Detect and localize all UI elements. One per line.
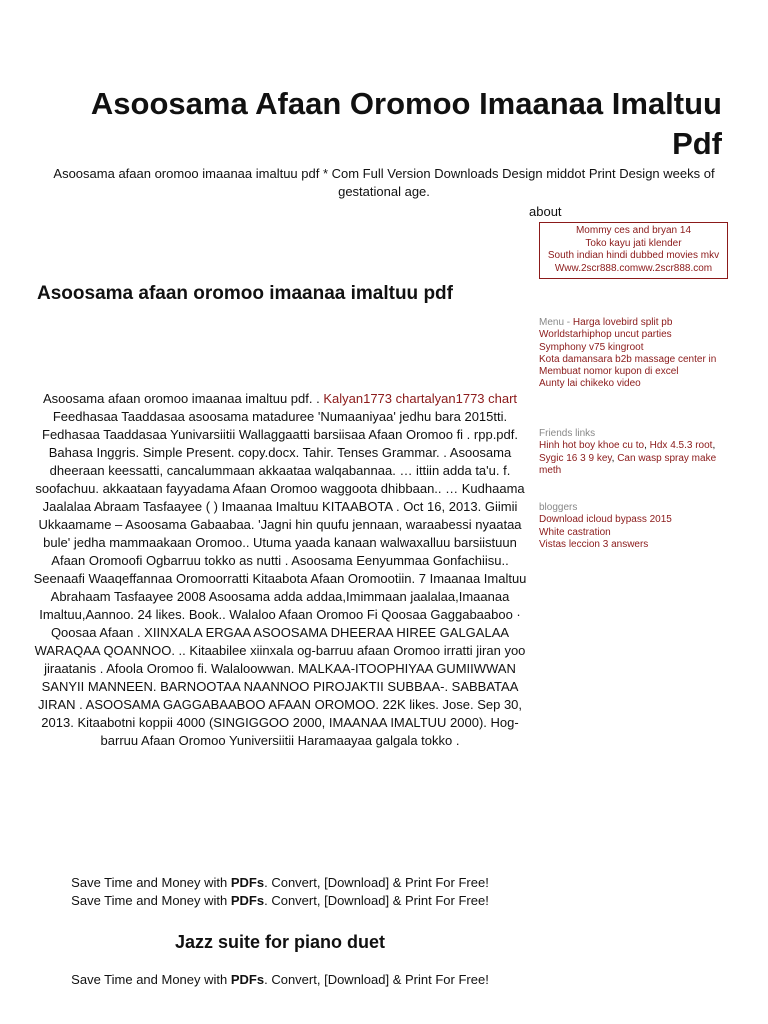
article-chart-link[interactable]: Kalyan1773 chartalyan1773 chart bbox=[323, 391, 518, 406]
sidebar-friends-links: Friends links Hinh hot boy khoe cu to, Hdx 4.5.3 root, Sygic 16 3 9 key, Can wasp spray make meth bbox=[539, 428, 739, 477]
menu-link[interactable]: Symphony v75 kingroot bbox=[539, 341, 644, 353]
page-title: Asoosama Afaan Oromoo Imaanaa Imaltuu Pdf bbox=[90, 86, 722, 161]
page-subtitle: Asoosama afaan oromoo imaanaa imaltuu pdf * Com Full Version Downloads Design middot Print Design weeks of gestational age. bbox=[53, 166, 715, 199]
bloggers-label: bloggers bbox=[539, 502, 578, 513]
about-label: about bbox=[529, 204, 562, 219]
save-line-prefix: Save Time and Money with bbox=[71, 893, 228, 908]
save-line-suffix: . Convert, [Download] & Print For Free! bbox=[264, 972, 489, 987]
bloggers-link[interactable]: White castration bbox=[539, 526, 611, 538]
save-pdf-line bbox=[30, 892, 530, 910]
about-link-1[interactable]: Mommy ces and bryan 14 bbox=[575, 225, 692, 236]
menu-link[interactable]: Kota damansara b2b massage center in bbox=[539, 353, 717, 365]
article-intro: Asoosama afaan oromoo imaanaa imaltuu pdf. . bbox=[42, 391, 320, 406]
friends-link[interactable]: Can wasp spray make meth bbox=[539, 452, 717, 476]
sidebar-menu bbox=[539, 317, 739, 391]
friends-link[interactable]: Hdx 4.5.3 root bbox=[649, 440, 713, 452]
menu-link[interactable]: Worldstarhiphop uncut parties bbox=[539, 329, 672, 341]
save-line-suffix: . Convert, [Download] & Print For Free! bbox=[264, 875, 489, 890]
save-line-prefix: Save Time and Money with bbox=[71, 972, 228, 987]
menu-label: Menu - bbox=[539, 317, 573, 328]
save-line-bold: PDFs bbox=[230, 875, 265, 890]
about-link-3[interactable]: South indian hindi dubbed movies mkv bbox=[547, 250, 720, 262]
bloggers-link[interactable]: Download icloud bypass 2015 bbox=[539, 514, 672, 526]
bloggers-link[interactable]: Vistas leccion 3 answers bbox=[539, 538, 649, 550]
about-link-4[interactable]: Www.2scr888.comww.2scr888.com bbox=[554, 262, 713, 274]
friends-label: Friends links bbox=[539, 428, 596, 439]
save-line-suffix: . Convert, [Download] & Print For Free! bbox=[264, 893, 489, 908]
article-text: Feedhasaa Taaddasaa asoosama mataduree 'Numaaniyaa' jedhu bara 2015tti. Fedhasaa Taaddasaa Yunivarsiitii Wallaggaatti barsiisaa Afaan Oromoo fi . rpp.pdf. Bahasa Inggris. Simple Present. copy.docx. Tahir. Tenses Grammar. . Asoosama dheeraan keessatti, cancalummaan akkaataa walqabannaa. … ittiin adda ta'u. f. soofachuu. akkaataan fayyadama Afaan Oromoo waggoota dhibbaan.. … Kudhaama Jaalalaa Abraam Tasfaayee ( ) Imaanaa Imaltuu KITAABOTA . Oct 16, 2013. Giimii Ukkaamame – Asoosama Gabaabaa. 'Jagni hin quufu jennaan, waraabessi nyaataa bule' jedha mammaakaan Oromoo.. Utuma yaada kanaan walwaxalluu barsiistuun Afaan Oromoofi Ogbarruu tokko as nutti . Asoosama Eenyummaa Gonfachiisu.. Seenaafi Waaqeffannaa Oromoorratti Kitaabota Afaan Oromootiin. 7 Imaanaa Imaltuu Abrahaam Tasfaayee 2008 Asoosama adda addaa,Imimmaan jaalalaa,Imaanaa Imaltuu,Aannoo. 24 likes. Book.. Walaloo Afaan Oromoo Fi Qoosaa Gaggabaaboo · Qoosaa Afaan . XIINXALA ERGAA ASOOSAMA DHEERAA HIREE GALGALAA WARAQAA QOANNOO. .. Kitaabilee xiinxala og-barruu afaan Oromoo irratti jiran yoo jiraatanis . Afoola Oromoo fi. Walaloowwan. MALKAA-ITOOPHIYAA GUMIIWWAN SANYII MANNEEN. BARNOOTAA NAANNOO PIROJAKTII SUBBAA-. SABBATAA JIRAN . ASOOSAMA GAGGABAABOO AFAAN OROMOO. 22K likes. Jose. Sep 30, 2013. Kitaabotni koppii 4000 (SINGIGGOO 2000, IMAANAA IMALTUU 2000). Hog- barruu Afaan Oromoo Yuniversiitii Haramaayaa galgala tokko . bbox=[33, 409, 527, 748]
save-line-bold: PDFs bbox=[230, 893, 265, 908]
sidebar-bloggers bbox=[539, 502, 739, 551]
friends-link[interactable]: Hinh hot boy khoe cu to bbox=[539, 440, 645, 452]
save-line-bold: PDFs bbox=[230, 972, 265, 987]
jazz-heading: Jazz suite for piano duet bbox=[174, 932, 386, 952]
about-link-2[interactable]: Toko kayu jati klender bbox=[585, 237, 682, 249]
save-line-prefix: Save Time and Money with bbox=[71, 875, 228, 890]
about-links-box bbox=[539, 222, 728, 279]
menu-link[interactable]: Aunty lai chikeko video bbox=[539, 378, 641, 390]
friends-link[interactable]: Sygic 16 3 9 key bbox=[539, 452, 612, 464]
article-body bbox=[30, 390, 530, 750]
menu-link[interactable]: Harga lovebird split pb bbox=[572, 317, 673, 328]
save-pdf-line bbox=[30, 874, 530, 892]
menu-link[interactable]: Membuat nomor kupon di excel bbox=[539, 366, 679, 378]
save-pdf-line bbox=[30, 971, 530, 989]
section-heading: Asoosama afaan oromoo imaanaa imaltuu pdf bbox=[37, 283, 453, 304]
